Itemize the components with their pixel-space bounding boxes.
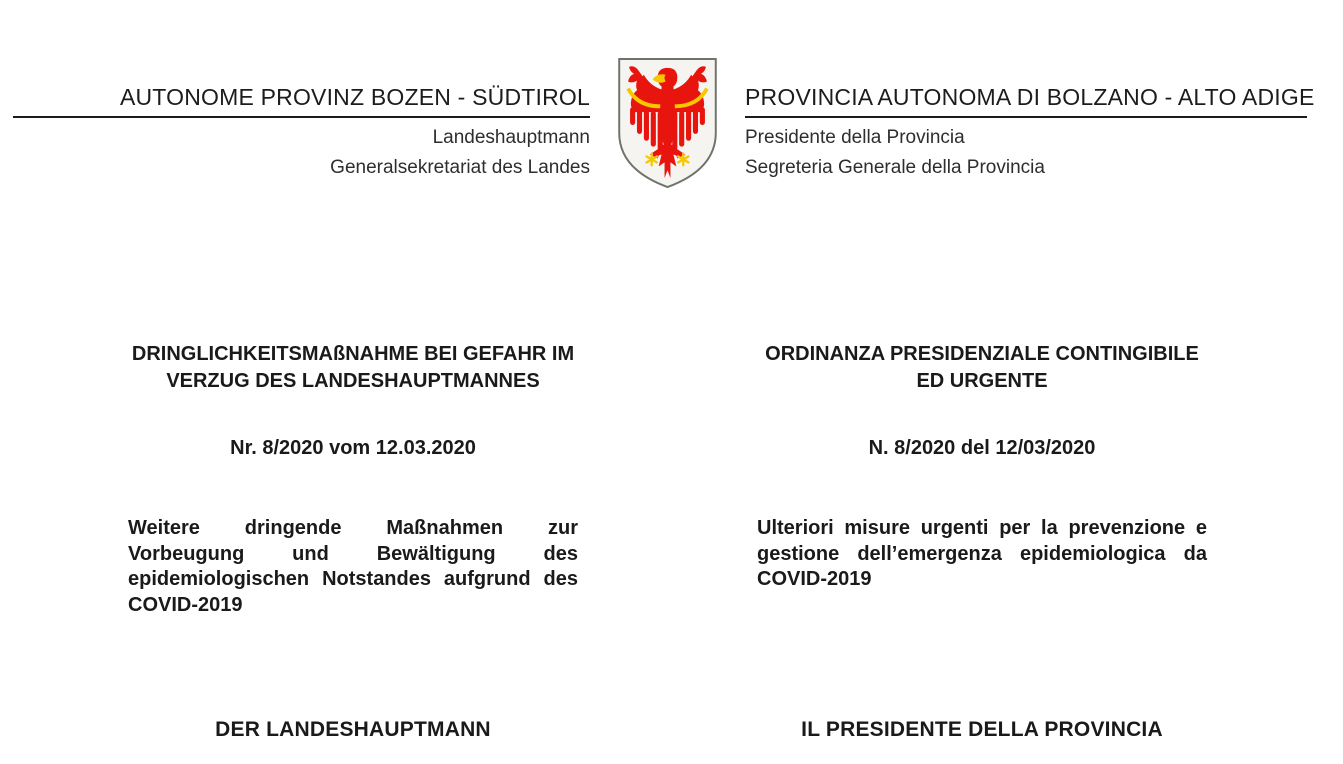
- letterhead-left-german: [13, 84, 590, 179]
- office-line-german-1: Landeshauptmann: [432, 127, 590, 148]
- doc-title-italian: ORDINANZA PRESIDENZIALE CONTINGIBILE ED URGENTE: [765, 343, 1199, 392]
- letterhead-right-italian: [745, 84, 1315, 179]
- italian-column: [757, 341, 1207, 764]
- doc-subject-german: Weitere dringende Maßnahmen zur Vorbeugung und Bewältigung des epidemiologischen Notstandes aufgrund des COVID-2019: [128, 517, 578, 616]
- doc-title-german: DRINGLICHKEITSMAßNAHME BEI GEFAHR IM VERZUG DES LANDESHAUPTMANNES: [131, 343, 575, 392]
- office-line-italian-1: Presidente della Provincia: [745, 127, 965, 148]
- issuer-heading-italian: IL PRESIDENTE DELLA PROVINCIA: [801, 718, 1163, 741]
- org-name-german: AUTONOME PROVINZ BOZEN - SÜDTIROL: [13, 84, 590, 118]
- doc-number-italian: N. 8/2020 del 12/03/2020: [868, 437, 1096, 459]
- south-tyrol-coat-of-arms-icon: [616, 56, 719, 190]
- office-line-german-2: Generalsekretariat des Landes: [330, 157, 590, 178]
- doc-subject-italian: Ulteriori misure urgenti per la prevenzione e gestione dell’emergenza epidemiologica da COVID-2019: [757, 517, 1207, 590]
- german-column: [128, 341, 578, 764]
- office-line-italian-2: Segreteria Generale della Provincia: [745, 157, 1045, 178]
- doc-number-german: Nr. 8/2020 vom 12.03.2020: [230, 437, 476, 459]
- org-name-italian: PROVINCIA AUTONOMA DI BOLZANO - ALTO ADIGE: [745, 84, 1307, 118]
- issuer-heading-german: DER LANDESHAUPTMANN: [215, 718, 491, 741]
